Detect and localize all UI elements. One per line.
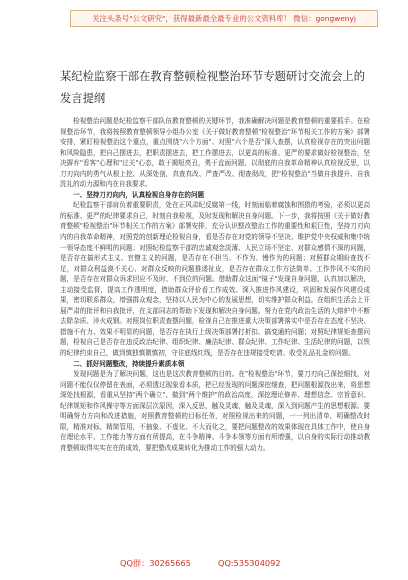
contact-footer [0,556,408,574]
document-title: 某纪检监察干部在教育整顿检视整治环节专题研讨交流会上的发言提纲 [60,70,366,105]
section-heading: 一、坚持刀刃向内，认真检视自身存在的问题 [73,190,205,199]
qq-contact-number: QQ:535304092 [218,558,281,568]
document-body [60,116,370,546]
top-promo-banner: 关注头条号"公文研究"，获得最新最全最专业的公文资料库！ 微信：gongwenyj [70,10,378,27]
body-paragraph: 检视整治问题是纪检监察干部队伍教育整顿的关键环节，我准确解决问题是教育整顿的重要抓手。在检视整治环节，我将按照教育整顿领导小组办公室《关于做好教育整顿"检视整治"环节相关工作的方案》部署安排，紧盯检视整治这个重点，重点围绕"六个方面"、对照"六个是否"深入查摆，认真检视存在的突出问题和风险隐患，把自己摆进去，把职责摆进去，把工作摆进去，以更高的标准、更严的要求做好检视整治，坚决摒弃"看客"心理和"过关"心态，敢于揭短亮丑，勇于直面问题，以彻底的自我革命精神认真检视反思，以刀刃向内的勇气从根上挖、从深处剖，真查真改、严查严改、彻查彻改，把"检视整治"当做自我提升、自我洗礼的动力源和内在自我要求。 [60,117,370,189]
body-paragraph: 纪检监察干部肩负着重要职责，处在正风肃纪反腐第一线，时刻面临着腐蚀和围猎的考验，必须以更高的标准、更严的纪律要求自己，时刻自我检视，及时发现和解决自身问题。下一步，我将按照《关于做好教育整顿"检视整治"环节相关工作的方案》部署安排，充分认识整改整治工作的重要性和艰巨性，坚持刀刃向内的自我革命精神，对照党的创新理论检视自身，看是否存在对党的领导不坚决、维护党中央权威和集中统一领导态度不鲜明的问题；对照纪检监察干部的忠诚观念淡薄、人民立场不坚定、对群众感情不深的问题，是否存在搞形式主义、官僚主义的问题，是否存在不担当、不作为、慢作为的问题；对照群众期盼查找不足，对群众利益漠不关心、对群众反映的问题推诿扯皮，是否存在群众工作方法简单、工作作风不实的问题，是否存在对群众诉求回应不及时、不到位的问题。借助群众这面"镜子"发现自身问题，认真加以解决，主动接受监督，提高工作透明度，借助群众评价看工作成效。深入推进作风建设，巩固和发展作风建设成果，密切联系群众，增强群众观念，坚持以人民为中心的发展思想，切实维护群众利益。在组织生活会上开展严肃的批评和自我批评，在支部同志的帮助下发现和解决自身问题。努力在党内政治生活的大熔炉中不断去除杂质、淬火成钢。对照岗位职责查摆问题，检视自己在推进重大决策部署落实中是否存在态度不坚决、措施不有力、效果不明显的问题，是否存在执行上级决策部署打折扣、搞变通的问题；对照纪律规矩查摆问题，检视自己是否存在违反政治纪律、组织纪律、廉洁纪律、群众纪律、工作纪律、生活纪律的问题，以铁的纪律约束自己，做到慎独慎微慎初，守住底线红线，是否存在违规接受吃请、收受礼品礼金的问题。 [60,201,370,358]
qq-group-number: QQ群：30265665 [120,558,191,568]
body-paragraph: 发现问题是为了解决问题，这也是这次教育整顿的目的。在"检视整治"环节，要刀刃向己深挖细找，对问题不能仅仅停留在表面，必须透过现象看本质，把已经发现的问题深挖细查，把问题根源找出来，将思想深处找根源，看重从坚持"两个确立"、做到"两个维护"的政治高度，深挖理论修养、理想信念、宗旨意识、纪律规矩和作风操守等方面深层次原因，深入反思，触及灵魂，触及灵魂，深入到问题产生的思想根源。要明确努力方向和改进措施，对照教育整顿的目标任务，对照检视出来的问题，一一列出清单，明确整改时限，精准对标，精简管用，不抽象、不虚化、不大而化之，要把问题整改的效果体现在具体工作中，使自身在理论水平、工作能力等方面有所提高，在斗争精神、斗争本领等方面有所增强，以自身的实际行动推动教育整顿取得实实在在的成效，要把整改成果转化为推动工作的强大动力。 [60,370,370,452]
section-heading: 二、抓好问题整改，持续提升素质本领 [73,359,185,368]
